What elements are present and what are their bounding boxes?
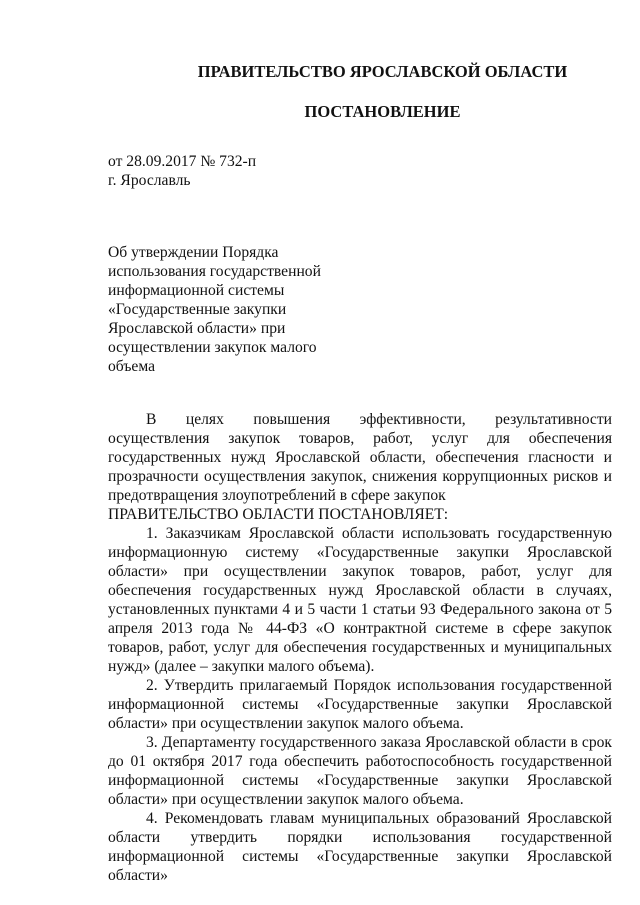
date-number: от 28.09.2017 № 732-п bbox=[108, 153, 257, 170]
subject-line: осуществлении закупок малого bbox=[108, 339, 317, 356]
document-body bbox=[108, 410, 612, 885]
subject-line: Об утверждении Порядка bbox=[108, 244, 279, 261]
subject-line: «Государственные закупки bbox=[108, 301, 287, 318]
item-paragraph: 1. Заказчикам Ярославской области использовать государственную информационную систему «Государственные закупки Ярославской области» при осуществлении закупок товаров, работ, услуг для обеспечения государственных нужд Ярославской области в случаях, установленных пунктами 4 и 5 части 1 статьи 93 Федерального закона от 5 апреля 2013 года № 44-ФЗ «О контрактной системе в сфере закупок товаров, работ, услуг для обеспечения государственных и муниципальных нужд» (далее – закупки малого объема). bbox=[108, 525, 612, 675]
preamble-paragraph: В целях повышения эффективности, результативности осуществления закупок товаров, работ, услуг для обеспечения государственных нужд Ярославской области, обеспечения гласности и прозрачности осуществления закупок, снижения коррупционных рисков и предотвращения злоупотреблений в сфере закупок bbox=[108, 411, 612, 504]
decree-line: ПРАВИТЕЛЬСТВО ОБЛАСТИ ПОСТАНОВЛЯЕТ: bbox=[108, 506, 449, 523]
document-meta bbox=[108, 152, 256, 190]
item-paragraph: 4. Рекомендовать главам муниципальных образований Ярославской области утвердить порядки использования государственной информационной системы «Государственные закупки Ярославской области» bbox=[108, 810, 612, 884]
subject-line: информационной системы bbox=[108, 282, 285, 299]
document-type-heading: ПОСТАНОВЛЕНИЕ bbox=[304, 102, 461, 121]
item-paragraph: 2. Утвердить прилагаемый Порядок использования государственной информационной системы «Государственные закупки Ярославской области» при осуществлении закупок малого объема. bbox=[108, 677, 612, 732]
subject-line: Ярославской области» при bbox=[108, 320, 286, 337]
item-paragraph: 3. Департаменту государственного заказа Ярославской области в срок до 01 октября 2017 года обеспечить работоспособность государственной информационной системы «Государственные закупки Ярославской области» при осуществлении закупок малого объема. bbox=[108, 734, 612, 808]
subject-line: объема bbox=[108, 358, 156, 375]
subject-line: использования государственной bbox=[108, 263, 321, 280]
city: г. Ярославль bbox=[108, 172, 191, 189]
government-title: ПРАВИТЕЛЬСТВО ЯРОСЛАВСКОЙ ОБЛАСТИ bbox=[197, 62, 568, 81]
document-subject bbox=[108, 243, 333, 376]
